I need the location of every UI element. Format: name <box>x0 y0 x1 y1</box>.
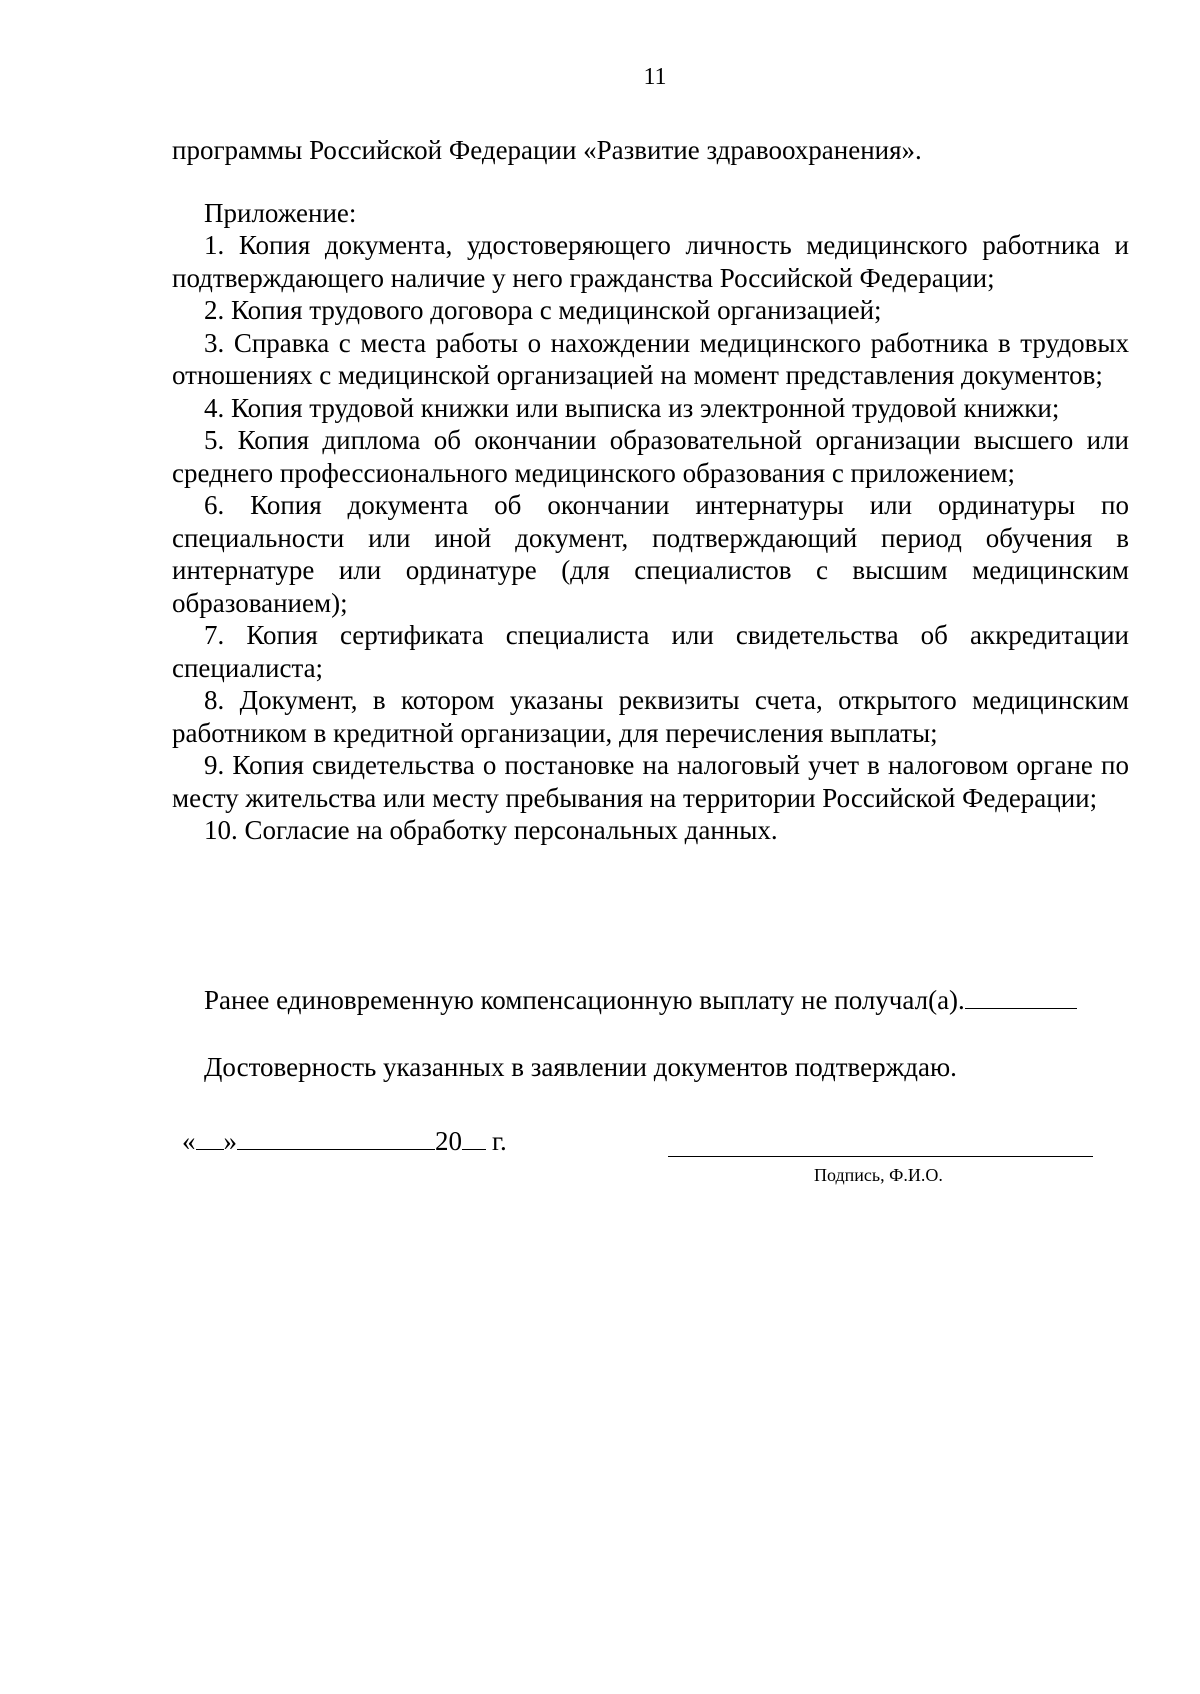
date-year-blank[interactable] <box>462 1125 486 1150</box>
appendix-item-7: 7. Копия сертификата специалиста или свидетельства об аккредитации специалиста; <box>172 620 1129 683</box>
date-month-blank[interactable] <box>237 1125 435 1150</box>
no-prior-payment-statement <box>204 984 1077 1016</box>
date-open-quote: « <box>182 1126 196 1156</box>
date-year-prefix: 20 <box>435 1126 462 1156</box>
intro-line: программы Российской Федерации «Развитие здравоохранения». <box>172 135 922 165</box>
date-field <box>182 1125 507 1157</box>
page-number: 11 <box>643 64 667 90</box>
appendix-item-3: 3. Справка с места работы о нахождении медицинского работника в трудовых отношениях с медицинской организацией на момент представления документов; <box>172 327 1129 390</box>
appendix-item-4: 4. Копия трудовой книжки или выписка из электронной трудовой книжки; <box>204 392 1060 423</box>
no-prior-payment-blank[interactable] <box>965 984 1077 1009</box>
appendix-item-2: 2. Копия трудового договора с медицинской организацией; <box>204 295 882 325</box>
appendix-item-1: 1. Копия документа, удостоверяющего личность медицинского работника и подтверждающего наличие у него гражданства Российской Федерации; <box>172 230 1129 293</box>
signature-blank[interactable] <box>668 1156 1093 1157</box>
date-day-blank[interactable] <box>196 1125 224 1150</box>
appendix-item-5: 5. Копия диплома об окончании образовательной организации высшего или среднего профессионального медицинского образования с приложением; <box>172 425 1129 488</box>
confirm-statement: Достоверность указанных в заявлении документов подтверждаю. <box>204 1052 957 1082</box>
appendix-item-8: 8. Документ, в котором указаны реквизиты счета, открытого медицинским работником в кредитной организации, для перечисления выплаты; <box>172 685 1129 748</box>
document-body <box>172 134 1129 847</box>
date-close-quote: » <box>223 1126 237 1156</box>
appendix-item-9: 9. Копия свидетельства о постановке на налоговый учет в налоговом органе по месту жительства или месту пребывания на территории Российской Федерации; <box>172 750 1129 813</box>
signature-caption: Подпись, Ф.И.О. <box>814 1165 943 1185</box>
no-prior-payment-text: Ранее единовременную компенсационную выплату не получал(а). <box>204 985 965 1015</box>
appendix-item-10: 10. Согласие на обработку персональных данных. <box>204 815 778 845</box>
appendix-heading: Приложение: <box>204 197 357 228</box>
date-year-suffix: г. <box>492 1126 507 1156</box>
appendix-item-6: 6. Копия документа об окончании интернатуры или ординатуры по специальности или иной документ, подтверждающий период обучения в интернатуре или ординатуре (для специалистов с высшим медицинским образованием); <box>172 490 1129 618</box>
